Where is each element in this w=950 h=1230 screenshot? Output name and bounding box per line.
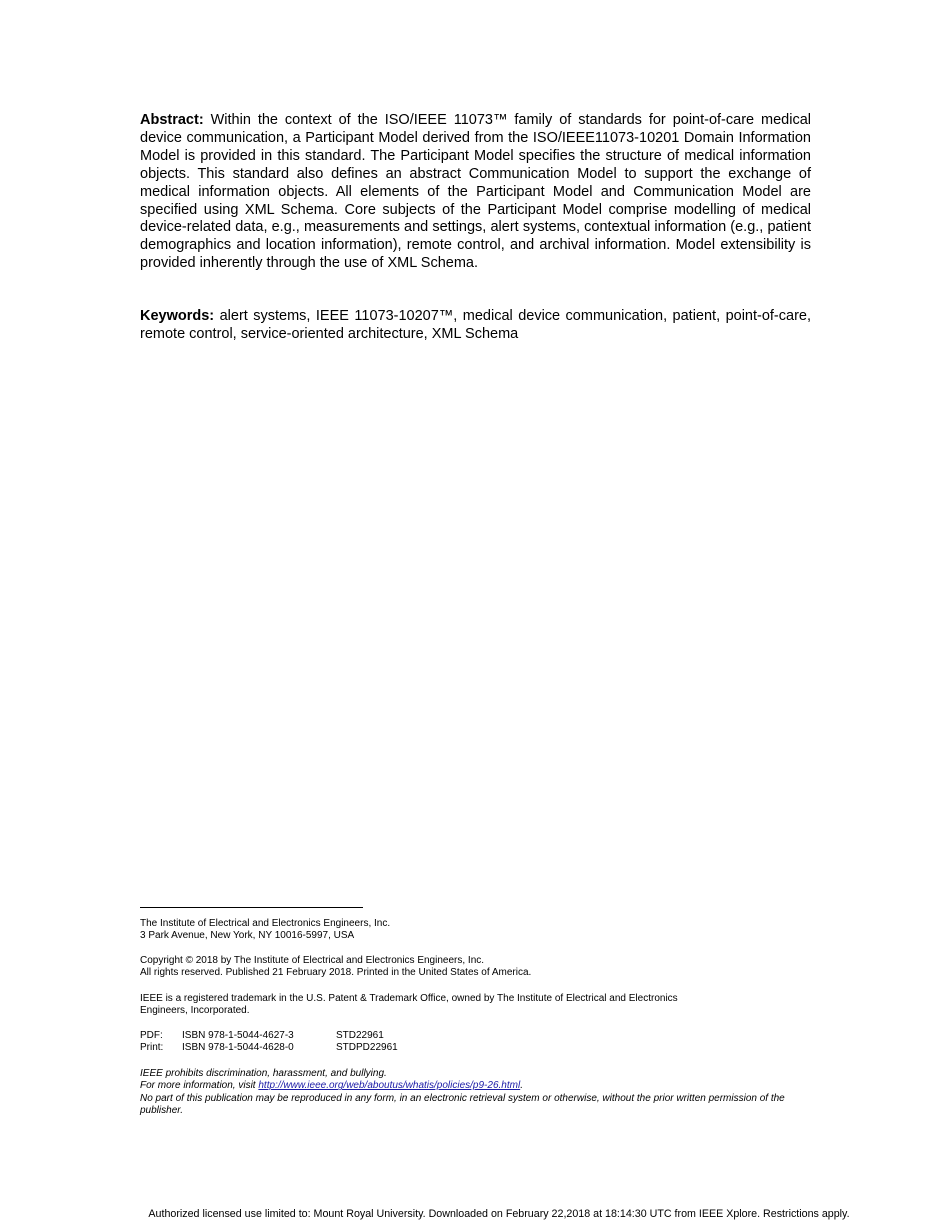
policy-prefix: For more information, visit	[140, 1080, 259, 1092]
copyright-line: Copyright © 2018 by The Institute of Electrical and Electronics Engineers, Inc.	[140, 955, 485, 966]
isbn-row-print	[140, 1042, 812, 1054]
publisher-info	[140, 918, 812, 943]
keywords-text: alert systems, IEEE 11073-10207™, medical device communication, patient, point-of-care, remote control, service-oriented architecture, XML Schema	[140, 308, 811, 342]
trademark-notice	[140, 993, 812, 1018]
policy-statement: IEEE prohibits discrimination, harassment, and bullying.	[140, 1068, 387, 1079]
policy-notice	[140, 1068, 812, 1118]
abstract-section	[140, 112, 811, 273]
policy-link[interactable]: http://www.ieee.org/web/aboutus/whatis/policies/p9-26.html	[258, 1080, 521, 1092]
isbn-number: ISBN 978-1-5044-4627-3	[182, 1030, 294, 1041]
abstract-label: Abstract:	[140, 112, 204, 128]
isbn-number: ISBN 978-1-5044-4628-0	[182, 1042, 294, 1054]
policy-info-line	[140, 1080, 812, 1092]
isbn-code: STD22961	[336, 1030, 384, 1041]
reproduction-notice: No part of this publication may be reproduced in any form, in an electronic retrieval system or otherwise, without the prior written permission of the publisher.	[140, 1092, 785, 1117]
publisher-address: 3 Park Avenue, New York, NY 10016-5997, USA	[140, 930, 355, 942]
keywords-label: Keywords:	[140, 308, 215, 324]
keywords-section	[140, 308, 811, 344]
isbn-code: STDPD22961	[336, 1042, 398, 1054]
license-notice: Authorized licensed use limited to: Mount Royal University. Downloaded on February 22,2018 at 18:14:30 UTC from IEEE Xplore. Restrictions apply.	[148, 1208, 850, 1220]
isbn-row-pdf	[140, 1030, 812, 1042]
publisher-name: The Institute of Electrical and Electronics Engineers, Inc.	[140, 918, 391, 929]
policy-suffix: .	[520, 1080, 523, 1092]
isbn-format: Print:	[140, 1042, 164, 1054]
footnote-divider	[140, 907, 363, 908]
rights-line: All rights reserved. Published 21 February 2018. Printed in the United States of America.	[140, 967, 532, 979]
abstract-paragraph	[140, 112, 811, 273]
copyright-info	[140, 955, 812, 980]
keywords-paragraph	[140, 308, 811, 344]
abstract-text: Within the context of the ISO/IEEE 11073™ family of standards for point-of-care medical device communication, a Participant Model derived from the ISO/IEEE11073-10201 Domain Information Model is provided in this standard. The Participant Model specifies the structure of medical information objects. This standard also defines an abstract Communication Model to support the exchange of medical information objects. All elements of the Participant Model and Communication Model are specified using XML Schema. Core subjects of the Participant Model comprise modelling of medical device-related data, e.g., measurements and settings, alert systems, contextual information (e.g., patient demographics and location information), remote control, and archival information. Model extensibility is provided inherently through the use of XML Schema.	[140, 112, 811, 272]
trademark-line-continued: Engineers, Incorporated.	[140, 1005, 250, 1017]
trademark-line: IEEE is a registered trademark in the U.S. Patent & Trademark Office, owned by The Institute of Electrical and Electronics	[140, 993, 678, 1004]
isbn-format: PDF:	[140, 1030, 163, 1041]
isbn-table	[140, 1030, 812, 1055]
